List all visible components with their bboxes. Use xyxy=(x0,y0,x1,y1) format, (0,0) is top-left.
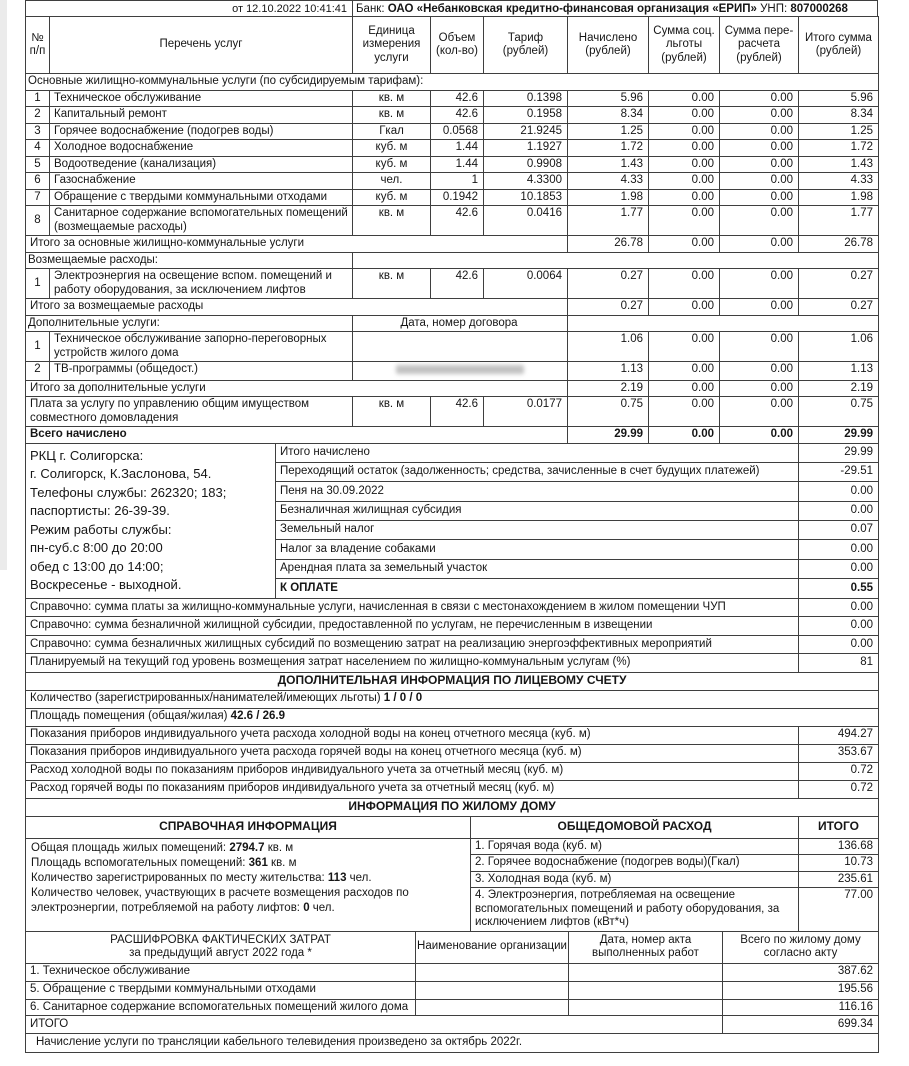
service-recalc: 0.00 xyxy=(720,397,799,427)
reference-row xyxy=(26,617,879,636)
costs-row-act xyxy=(569,963,723,981)
house-ref-text: кв. м xyxy=(264,841,294,854)
footnote-text: Начисление услуги по трансляции кабельного телевидения произведено за октябрь 2022г. xyxy=(26,1034,879,1053)
bank-label: Банк: xyxy=(356,3,385,15)
service-total: 1.77 xyxy=(799,206,879,236)
section-filler xyxy=(353,252,879,269)
house-common-label: 3. Холодная вода (куб. м) xyxy=(471,871,799,888)
service-row xyxy=(26,140,879,157)
reference-value: 0.00 xyxy=(799,598,879,617)
rkc-line: Телефоны службы: 262320; 183; xyxy=(30,484,227,500)
service-name: Водоотведение (канализация) xyxy=(50,156,353,173)
costs-header-line2: за предыдущий август 2022 года * xyxy=(129,947,312,959)
contract-header: Дата, номер договора xyxy=(353,315,568,332)
service-num: 3 xyxy=(26,123,50,140)
house-ref-text: Количество зарегистрированных по месту жительства: xyxy=(31,871,328,884)
service-unit: кв. м xyxy=(353,206,431,236)
service-num: 7 xyxy=(26,189,50,206)
service-unit: куб. м xyxy=(353,140,431,157)
service-tariff: 0.1958 xyxy=(484,107,568,124)
service-num: 2 xyxy=(26,107,50,124)
house-row xyxy=(26,838,879,855)
service-volume: 1.44 xyxy=(431,140,484,157)
subtotal-social: 0.00 xyxy=(649,299,720,316)
subtotal-recalc: 0.00 xyxy=(720,380,799,397)
costs-row xyxy=(26,981,879,999)
service-recalc: 0.00 xyxy=(720,332,799,362)
costs-row-name: 1. Техническое обслуживание xyxy=(26,963,416,981)
grand-total-row xyxy=(26,427,879,444)
service-volume: 42.6 xyxy=(431,90,484,107)
service-total: 1.98 xyxy=(799,189,879,206)
summary-label: Пеня на 30.09.2022 xyxy=(276,482,799,501)
service-volume: 42.6 xyxy=(431,107,484,124)
service-total: 1.43 xyxy=(799,156,879,173)
subtotal-accrued: 2.19 xyxy=(568,380,649,397)
meter-label: Расход горячей воды по показаниям приборов индивидуального учета за отчетный месяц (куб. м) xyxy=(26,780,799,798)
section-title: Дополнительные услуги: xyxy=(26,315,353,332)
service-name: Техническое обслуживание xyxy=(50,90,353,107)
service-num: 1 xyxy=(26,90,50,107)
top-strip xyxy=(25,0,878,17)
service-name: Газоснабжение xyxy=(50,173,353,190)
costs-col-act: Дата, номер акта выполненных работ xyxy=(569,931,723,963)
costs-col-name xyxy=(26,931,416,963)
account-area-cell xyxy=(26,708,879,726)
service-recalc: 0.00 xyxy=(720,107,799,124)
service-accrued: 4.33 xyxy=(568,173,649,190)
meter-value: 494.27 xyxy=(799,726,879,744)
service-row xyxy=(26,156,879,173)
service-tariff: 0.9908 xyxy=(484,156,568,173)
service-name: Плата за услугу по управлению общим имуществом совместного домовладения xyxy=(26,397,353,427)
service-num: 4 xyxy=(26,140,50,157)
account-count-cell xyxy=(26,690,879,708)
service-social: 0.00 xyxy=(649,123,720,140)
summary-value: 0.00 xyxy=(799,559,879,578)
service-recalc: 0.00 xyxy=(720,269,799,299)
house-ref-line xyxy=(31,886,465,916)
service-unit: кв. м xyxy=(353,107,431,124)
meter-label: Показания приборов индивидуального учета расхода холодной воды на конец отчетного месяца (куб. м) xyxy=(26,726,799,744)
summary-label: Налог за владение собаками xyxy=(276,540,799,559)
service-name: ТВ-программы (общедост.) xyxy=(50,362,353,381)
meter-row xyxy=(26,744,879,762)
summary-label: Переходящий остаток (задолженность; средства, зачисленные в счет будущих платежей) xyxy=(276,462,799,481)
house-info-header-row xyxy=(26,798,879,816)
costs-header-row xyxy=(26,931,879,963)
service-accrued: 1.25 xyxy=(568,123,649,140)
grand-total-recalc: 0.00 xyxy=(720,427,799,444)
meter-label: Показания приборов индивидуального учета расхода горячей воды на конец отчетного месяца (куб. м) xyxy=(26,744,799,762)
management-fee-row xyxy=(26,397,879,427)
reference-label: Справочно: сумма платы за жилищно-коммунальные услуги, начисленная в связи с местонахождением в жилом помещении ЧУП xyxy=(26,598,799,617)
bank-name: ОАО «Небанковская кредитно-финансовая организация «ЕРИП» xyxy=(387,3,757,15)
house-common-label: 4. Электроэнергия, потребляемая на освещение вспомогательных помещений и работу оборудования, за исключением лифтов (кВт*ч) xyxy=(471,888,799,932)
service-accrued: 1.72 xyxy=(568,140,649,157)
service-volume: 1 xyxy=(431,173,484,190)
col-header-recalc: Сумма пере-расчета (рублей) xyxy=(720,17,799,74)
house-ref-line xyxy=(31,841,465,856)
house-ref-text: чел. xyxy=(309,901,335,914)
house-common-value: 77.00 xyxy=(799,888,879,932)
section-title: Основные жилищно-коммунальные услуги (по субсидируемым тарифам): xyxy=(26,74,879,91)
service-tariff: 0.1398 xyxy=(484,90,568,107)
service-accrued: 1.06 xyxy=(568,332,649,362)
meter-row xyxy=(26,762,879,780)
house-common-value: 136.68 xyxy=(799,838,879,855)
service-recalc: 0.00 xyxy=(720,140,799,157)
reference-label: Справочно: сумма безналичных жилищных субсидий по возмещению затрат на реализацию энергоэффективных мероприятий xyxy=(26,635,799,654)
house-common-value: 10.73 xyxy=(799,855,879,872)
costs-row-value: 195.56 xyxy=(723,981,879,999)
service-recalc: 0.00 xyxy=(720,362,799,381)
rkc-line: пн-суб.с 8:00 до 20:00 xyxy=(30,540,163,555)
costs-row-org xyxy=(416,999,569,1016)
services-header-row xyxy=(26,17,879,74)
service-total: 4.33 xyxy=(799,173,879,190)
meter-label: Расход холодной воды по показаниям приборов индивидуального учета за отчетный месяц (куб. м) xyxy=(26,762,799,780)
subtotal-total: 2.19 xyxy=(799,380,879,397)
reference-value: 81 xyxy=(799,654,879,673)
reference-label: Справочно: сумма безналичной жилищной субсидии, предоставленной по услугам, не перечисленным в извещении xyxy=(26,617,799,636)
service-accrued: 1.13 xyxy=(568,362,649,381)
service-social: 0.00 xyxy=(649,206,720,236)
rkc-line: Воскресенье - выходной. xyxy=(30,577,182,592)
service-unit: куб. м xyxy=(353,189,431,206)
rkc-line: Режим работы службы: xyxy=(30,521,172,537)
service-row xyxy=(26,107,879,124)
costs-row-act xyxy=(569,999,723,1016)
service-num: 6 xyxy=(26,173,50,190)
service-unit: чел. xyxy=(353,173,431,190)
service-name: Капитальный ремонт xyxy=(50,107,353,124)
house-ref-text: чел. xyxy=(346,871,372,884)
service-row xyxy=(26,206,879,236)
costs-row-name: 5. Обращение с твердыми коммунальными отходами xyxy=(26,981,416,999)
account-info-header: ДОПОЛНИТЕЛЬНАЯ ИНФОРМАЦИЯ ПО ЛИЦЕВОМУ СЧЕТУ xyxy=(26,672,879,690)
service-social: 0.00 xyxy=(649,140,720,157)
house-ref-text: Количество человек, участвующих в расчете возмещения расходов по электроэнергии, потребляемой на работу лифтов: xyxy=(31,886,409,914)
col-header-volume: Объем (кол-во) xyxy=(431,17,484,74)
account-count-value: 1 / 0 / 0 xyxy=(383,692,423,705)
house-col-reference: СПРАВОЧНАЯ ИНФОРМАЦИЯ xyxy=(26,816,471,838)
account-area-row xyxy=(26,708,879,726)
subtotal-social: 0.00 xyxy=(649,236,720,253)
service-row xyxy=(26,332,879,362)
col-header-service: Перечень услуг xyxy=(50,17,353,74)
document-body xyxy=(25,0,878,1053)
service-volume: 0.1942 xyxy=(431,189,484,206)
subtotal-label: Итого за основные жилищно-коммунальные услуги xyxy=(26,236,568,253)
subtotal-label: Итого за возмещаемые расходы xyxy=(26,299,568,316)
costs-row-org xyxy=(416,981,569,999)
service-recalc: 0.00 xyxy=(720,90,799,107)
subtotal-total: 0.27 xyxy=(799,299,879,316)
service-row xyxy=(26,269,879,299)
service-name: Техническое обслуживание запорно-переговорных устройств жилого дома xyxy=(50,332,353,362)
rkc-line: паспортисты: 26-39-39. xyxy=(30,503,170,518)
subtotal-main-row xyxy=(26,236,879,253)
service-total: 0.27 xyxy=(799,269,879,299)
service-num: 1 xyxy=(26,332,50,362)
costs-header-line1: РАСШИФРОВКА ФАКТИЧЕСКИХ ЗАТРАТ xyxy=(110,933,331,946)
meter-value: 353.67 xyxy=(799,744,879,762)
col-header-unit: Единица измерения услуги xyxy=(353,17,431,74)
service-total: 0.75 xyxy=(799,397,879,427)
reference-row xyxy=(26,635,879,654)
costs-total-value: 699.34 xyxy=(723,1016,879,1034)
service-accrued: 1.43 xyxy=(568,156,649,173)
service-total: 1.06 xyxy=(799,332,879,362)
grand-total-total: 29.99 xyxy=(799,427,879,444)
contract-cell xyxy=(353,362,568,381)
section-additional xyxy=(26,315,879,332)
summary-label: Итого начислено xyxy=(276,443,799,462)
costs-total-row xyxy=(26,1016,879,1034)
payable-value: 0.55 xyxy=(799,579,879,598)
service-volume: 42.6 xyxy=(431,206,484,236)
service-accrued: 1.77 xyxy=(568,206,649,236)
service-unit: кв. м xyxy=(353,90,431,107)
costs-row-name: 6. Санитарное содержание вспомогательных помещений жилого дома xyxy=(26,999,416,1016)
col-header-total: Итого сумма (рублей) xyxy=(799,17,879,74)
reference-row xyxy=(26,598,879,617)
subtotal-recalc: 0.00 xyxy=(720,299,799,316)
rkc-line: г. Солигорск, К.Заслонова, 54. xyxy=(30,466,212,481)
col-header-accrued: Начислено (рублей) xyxy=(568,17,649,74)
service-tariff: 21.9245 xyxy=(484,123,568,140)
col-header-social: Сумма соц. льготы (рублей) xyxy=(649,17,720,74)
costs-col-total: Всего по жилому дому согласно акту xyxy=(723,931,879,963)
meter-value: 0.72 xyxy=(799,780,879,798)
service-tariff: 0.0064 xyxy=(484,269,568,299)
house-col-total: ИТОГО xyxy=(799,816,879,838)
service-volume: 42.6 xyxy=(431,397,484,427)
redacted-contract-date xyxy=(396,365,524,374)
house-info-table xyxy=(25,798,879,932)
costs-row-value: 387.62 xyxy=(723,963,879,981)
subtotal-accrued: 26.78 xyxy=(568,236,649,253)
house-ref-value: 0 xyxy=(303,901,310,914)
service-name: Холодное водоснабжение xyxy=(50,140,353,157)
rkc-line: обед с 13:00 до 14:00; xyxy=(30,558,164,574)
service-name: Электроэнергия на освещение вспом. помещений и работу оборудования, за исключением лифтов xyxy=(50,269,353,299)
subtotal-social: 0.00 xyxy=(649,380,720,397)
account-info-table xyxy=(25,672,879,799)
service-row xyxy=(26,90,879,107)
service-tariff: 4.3300 xyxy=(484,173,568,190)
summary-value: -29.51 xyxy=(799,462,879,481)
section-reimbursable xyxy=(26,252,879,269)
service-recalc: 0.00 xyxy=(720,206,799,236)
service-accrued: 0.27 xyxy=(568,269,649,299)
service-accrued: 1.98 xyxy=(568,189,649,206)
service-accrued: 8.34 xyxy=(568,107,649,124)
house-common-value: 235.61 xyxy=(799,871,879,888)
subtotal-add-row xyxy=(26,380,879,397)
house-ref-text: кв. м xyxy=(267,856,297,869)
costs-row-value: 116.16 xyxy=(723,999,879,1016)
service-row xyxy=(26,362,879,381)
reference-value: 0.00 xyxy=(799,617,879,636)
account-area-value: 42.6 / 26.9 xyxy=(230,710,286,723)
service-name: Санитарное содержание вспомогательных помещений (возмещаемые расходы) xyxy=(50,206,353,236)
costs-row-org xyxy=(416,963,569,981)
reference-label: Планируемый на текущий год уровень возмещения затрат населением по жилищно-коммунальным услугам (%) xyxy=(26,654,799,673)
account-count-label: Количество (зарегистрированных/нанимателей/имеющих льготы) xyxy=(30,692,384,705)
summary-value: 0.07 xyxy=(799,521,879,540)
col-header-tariff: Тариф (рублей) xyxy=(484,17,568,74)
service-row xyxy=(26,173,879,190)
service-social: 0.00 xyxy=(649,362,720,381)
house-info-header: ИНФОРМАЦИЯ ПО ЖИЛОМУ ДОМУ xyxy=(26,798,879,816)
subtotal-accrued: 0.27 xyxy=(568,299,649,316)
meter-value: 0.72 xyxy=(799,762,879,780)
house-common-label: 2. Горячее водоснабжение (подогрев воды)(Гкал) xyxy=(471,855,799,872)
service-accrued: 0.75 xyxy=(568,397,649,427)
house-common-label: 1. Горячая вода (куб. м) xyxy=(471,838,799,855)
costs-row xyxy=(26,963,879,981)
reference-row xyxy=(26,654,879,673)
payable-label: К ОПЛАТЕ xyxy=(276,579,799,598)
service-social: 0.00 xyxy=(649,332,720,362)
summary-table xyxy=(25,443,879,599)
service-tariff: 1.1927 xyxy=(484,140,568,157)
house-reference-block xyxy=(26,838,471,931)
service-unit: Гкал xyxy=(353,123,431,140)
service-social: 0.00 xyxy=(649,173,720,190)
grand-total-label: Всего начислено xyxy=(26,427,568,444)
service-total: 1.25 xyxy=(799,123,879,140)
costs-col-org: Наименование организации xyxy=(416,931,569,963)
summary-value: 29.99 xyxy=(799,443,879,462)
house-ref-text: Общая площадь жилых помещений: xyxy=(31,841,230,854)
service-social: 0.00 xyxy=(649,189,720,206)
service-recalc: 0.00 xyxy=(720,123,799,140)
section-main-services xyxy=(26,74,879,91)
summary-value: 0.00 xyxy=(799,501,879,520)
grand-total-social: 0.00 xyxy=(649,427,720,444)
rkc-info-block xyxy=(26,443,276,598)
subtotal-total: 26.78 xyxy=(799,236,879,253)
service-unit: кв. м xyxy=(353,397,431,427)
service-social: 0.00 xyxy=(649,107,720,124)
service-tariff: 0.0416 xyxy=(484,206,568,236)
grand-total-accrued: 29.99 xyxy=(568,427,649,444)
service-social: 0.00 xyxy=(649,397,720,427)
service-name: Горячее водоснабжение (подогрев воды) xyxy=(50,123,353,140)
footnote-row xyxy=(26,1034,879,1053)
unp-value: 807000268 xyxy=(790,3,848,15)
service-num: 1 xyxy=(26,269,50,299)
service-volume: 1.44 xyxy=(431,156,484,173)
house-ref-line xyxy=(31,871,465,886)
section-filler xyxy=(568,315,879,332)
service-recalc: 0.00 xyxy=(720,189,799,206)
summary-value: 0.00 xyxy=(799,540,879,559)
house-ref-value: 113 xyxy=(327,871,347,884)
service-tariff: 10.1853 xyxy=(484,189,568,206)
costs-row xyxy=(26,999,879,1016)
costs-table xyxy=(25,931,879,1054)
unp-label: УНП: xyxy=(760,3,788,15)
account-info-header-row xyxy=(26,672,879,690)
service-num: 2 xyxy=(26,362,50,381)
section-title: Возмещаемые расходы: xyxy=(26,252,353,269)
service-unit: куб. м xyxy=(353,156,431,173)
house-col-common: ОБЩЕДОМОВОЙ РАСХОД xyxy=(471,816,799,838)
service-volume: 0.0568 xyxy=(431,123,484,140)
service-total: 8.34 xyxy=(799,107,879,124)
house-ref-text: Площадь вспомогательных помещений: xyxy=(31,856,249,869)
costs-row-act xyxy=(569,981,723,999)
scan-edge xyxy=(0,0,7,570)
account-count-row xyxy=(26,690,879,708)
service-unit: кв. м xyxy=(353,269,431,299)
summary-label: Земельный налог xyxy=(276,521,799,540)
house-columns-row xyxy=(26,816,879,838)
subtotal-recalc: 0.00 xyxy=(720,236,799,253)
summary-value: 0.00 xyxy=(799,482,879,501)
service-name: Обращение с твердыми коммунальными отходами xyxy=(50,189,353,206)
subtotal-reimb-row xyxy=(26,299,879,316)
service-recalc: 0.00 xyxy=(720,156,799,173)
service-num: 8 xyxy=(26,206,50,236)
service-accrued: 5.96 xyxy=(568,90,649,107)
service-row xyxy=(26,189,879,206)
service-total: 1.13 xyxy=(799,362,879,381)
house-ref-value: 2794.7 xyxy=(229,841,265,854)
col-header-num: № п/п xyxy=(26,17,50,74)
service-total: 1.72 xyxy=(799,140,879,157)
reference-value: 0.00 xyxy=(799,635,879,654)
meter-row xyxy=(26,780,879,798)
summary-label: Безналичная жилищная субсидия xyxy=(276,501,799,520)
service-recalc: 0.00 xyxy=(720,173,799,190)
service-num: 5 xyxy=(26,156,50,173)
reference-table xyxy=(25,598,879,673)
service-row xyxy=(26,123,879,140)
service-tariff: 0.0177 xyxy=(484,397,568,427)
service-social: 0.00 xyxy=(649,90,720,107)
summary-row xyxy=(26,443,879,462)
bank-cell xyxy=(352,0,878,17)
house-ref-value: 361 xyxy=(248,856,268,869)
contract-cell xyxy=(353,332,568,362)
services-table xyxy=(25,16,879,444)
account-area-label: Площадь помещения (общая/жилая) xyxy=(30,710,231,723)
meter-row xyxy=(26,726,879,744)
service-social: 0.00 xyxy=(649,156,720,173)
rkc-line: РКЦ г. Солигорска: xyxy=(30,447,144,463)
subtotal-label: Итого за дополнительные услуги xyxy=(26,380,568,397)
house-ref-line xyxy=(31,856,465,871)
costs-total-label: ИТОГО xyxy=(26,1016,723,1034)
service-volume: 42.6 xyxy=(431,269,484,299)
service-total: 5.96 xyxy=(799,90,879,107)
summary-label: Арендная плата за земельный участок xyxy=(276,559,799,578)
service-social: 0.00 xyxy=(649,269,720,299)
print-timestamp: от 12.10.2022 10:41:41 xyxy=(25,0,352,17)
